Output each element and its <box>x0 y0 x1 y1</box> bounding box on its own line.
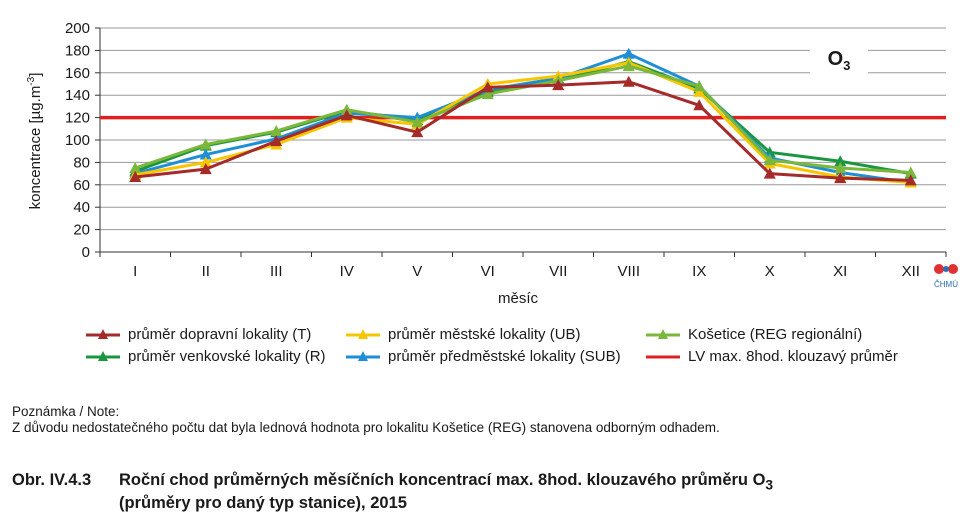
caption-line1-sub: 3 <box>765 477 774 493</box>
x-tick-label: VII <box>549 263 568 280</box>
note-title: Poznámka / Note: <box>12 404 120 419</box>
legend-swatch-icon <box>346 350 380 364</box>
chmu-logo <box>930 262 962 292</box>
y-tick-label: 0 <box>81 244 90 261</box>
x-tick-label: I <box>133 263 138 280</box>
legend-label: průměr městské lokality (UB) <box>388 326 581 343</box>
series-line <box>135 82 911 181</box>
x-tick-label: X <box>764 263 775 280</box>
y-tick-label: 180 <box>64 42 90 60</box>
x-tick-label: VI <box>480 263 495 280</box>
x-tick-label: IX <box>692 263 707 280</box>
legend-label: LV max. 8hod. klouzavý průměr <box>688 348 898 365</box>
x-tick-label: V <box>412 263 423 280</box>
y-tick-label: 120 <box>64 109 90 127</box>
y-tick-label: 160 <box>64 64 90 82</box>
y-tick-label: 100 <box>64 132 90 149</box>
x-tick-label: XI <box>833 263 848 280</box>
legend-item-sub <box>346 348 621 365</box>
y-tick-label: 40 <box>73 199 90 217</box>
legend-label: průměr venkovské lokality (R) <box>128 348 326 365</box>
legend-item-lv <box>646 348 898 365</box>
figure-caption <box>12 471 773 513</box>
y-tick-label: 140 <box>64 87 90 105</box>
legend-item-r <box>86 348 326 365</box>
o3-annotation: $O_3$ <box>810 42 868 76</box>
x-tick-label: II <box>201 263 210 280</box>
legend-swatch-icon <box>346 328 380 342</box>
legend-label: průměr dopravní lokality (T) <box>128 326 312 343</box>
series-line <box>135 63 911 183</box>
caption-line2: (průměry pro daný typ stanice), 2015 <box>119 494 407 513</box>
x-tick-label: IV <box>339 263 354 280</box>
caption-line1: Roční chod průměrných měsíčních koncentrací max. 8hod. klouzavého průměru O <box>119 471 766 489</box>
x-tick-label: VIII <box>617 263 641 280</box>
legend-swatch-icon <box>86 350 120 364</box>
svg-text:ČHMÚ: ČHMÚ <box>934 280 958 289</box>
legend-item-reg <box>646 326 862 343</box>
series-2 <box>129 57 917 188</box>
chmu-logo-icon <box>930 262 962 292</box>
note <box>12 404 720 436</box>
x-tick-label: III <box>269 263 283 280</box>
legend-swatch-icon <box>646 328 680 342</box>
y-axis-label: koncentrace $[\mu g.m^{-3}]$ <box>26 72 44 210</box>
y-tick-label: 60 <box>73 176 90 194</box>
legend-label: průměr předměstské lokality (SUB) <box>388 348 621 365</box>
note-text: Z důvodu nedostatečného počtu dat byla lednová hodnota pro lokalitu Košetice (REG) stanovena odborným odhadem. <box>12 420 720 435</box>
y-axis-tick-labels <box>65 20 90 261</box>
x-tick-label: XII <box>901 263 920 280</box>
x-axis-label: měsíc <box>497 290 539 307</box>
y-tick-label: 80 <box>73 154 90 172</box>
legend-item-ub <box>346 326 581 343</box>
legend-label: Košetice (REG regionální) <box>688 326 863 343</box>
legend-swatch-icon <box>86 328 120 342</box>
legend-item-t <box>86 326 311 343</box>
figure-number: Obr. IV.4.3 <box>12 471 92 489</box>
y-tick-label: 200 <box>64 20 90 37</box>
y-tick-label: 20 <box>73 221 90 239</box>
x-axis-tick-labels <box>133 263 920 280</box>
legend-swatch-icon <box>646 350 680 364</box>
